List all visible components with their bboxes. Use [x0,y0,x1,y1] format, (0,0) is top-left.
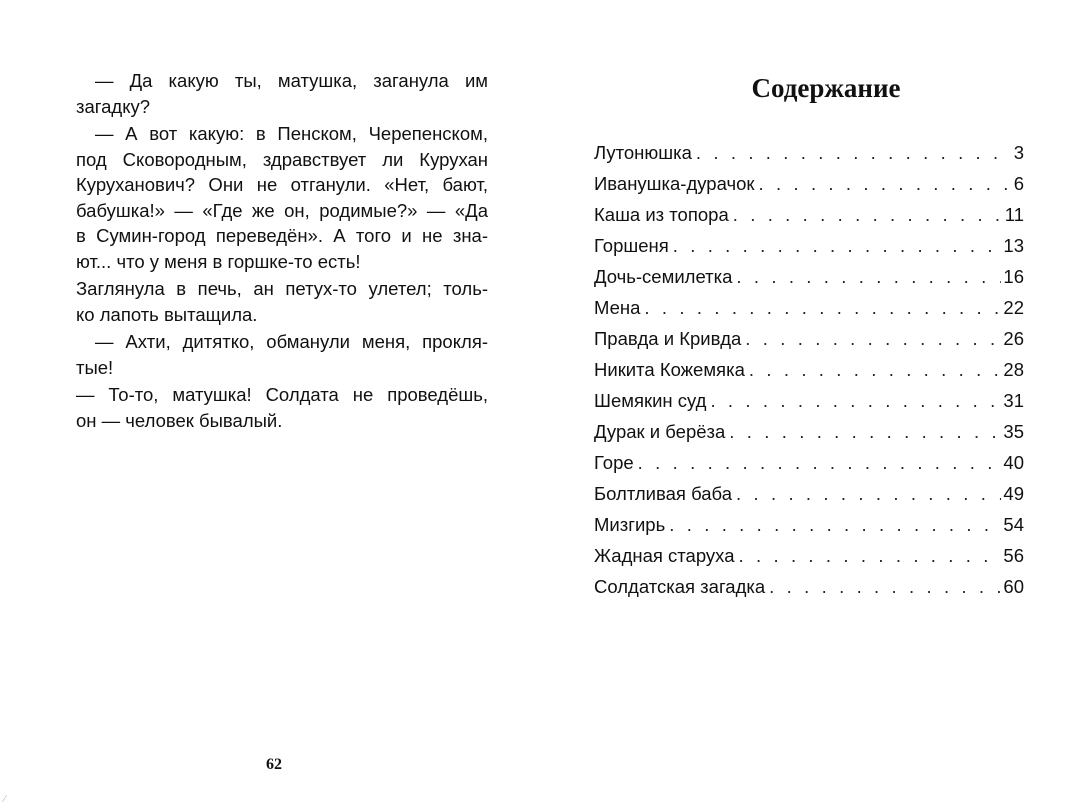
table-of-contents [594,68,1024,597]
toc-dot-leader [673,230,1002,261]
text-line: бабушка!» — «Где же он, родимые?» — «Да [76,199,488,221]
text-line: ко лапоть вытащила. [76,303,258,325]
toc-entry-page: 13 [1003,235,1024,256]
toc-entry [594,571,1024,602]
left-page-text [76,68,488,433]
text-line: он — человек бывалый. [76,409,283,431]
toc-entry-title: Мизгирь [594,514,666,535]
toc-entry-title: Шемякин суд [594,390,707,411]
toc-entry-title: Болтливая баба [594,483,733,504]
toc-entry [594,385,1024,416]
paragraph [76,121,488,274]
toc-entry-title: Горшеня [594,235,669,256]
text-line: Куруханович? Они не отганули. «Нет, бают, [76,174,488,195]
toc-entry-title: Правда и Кривда [594,328,742,349]
toc-entry-page: 60 [1003,576,1024,597]
toc-dot-leader [736,478,1001,509]
toc-entry [594,509,1024,540]
toc-entry-title: Солдатская загадка [594,576,766,597]
toc-entry-page: 40 [1003,452,1024,473]
toc-entry [594,137,1024,168]
text-line: Заглянула в печь, ан петух-то улетел; толь- [76,278,488,299]
toc-entry-page: 22 [1003,297,1024,318]
toc-dot-leader [644,292,1001,323]
toc-entry-page: 49 [1003,483,1024,504]
toc-entry [594,292,1024,323]
toc-entry-page: 54 [1003,514,1024,535]
toc-entry [594,261,1024,292]
toc-entry-title: Иванушка-дурачок [594,173,755,194]
toc-title: Содержание [751,73,901,103]
toc-entry-page: 6 [1013,173,1024,194]
toc-entry-page: 11 [1004,204,1024,225]
toc-entry-title: Дурак и берёза [594,421,726,442]
toc-entry [594,540,1024,571]
paragraph [76,329,488,380]
toc-entry [594,230,1024,261]
text-line: тые! [76,356,114,378]
toc-dot-leader [710,385,1001,416]
text-line: в Сумин-город переведён». А того и не зна- [76,225,488,246]
toc-entry-title: Лутонюшка [594,142,692,163]
toc-dot-leader [769,571,1001,602]
toc-entry-title: Жадная старуха [594,545,735,566]
paragraph [76,382,488,433]
toc-entry [594,416,1024,447]
toc-entry [594,447,1024,478]
toc-dot-leader [638,447,1002,478]
toc-entry [594,354,1024,385]
toc-entry-title: Каша из топора [594,204,729,225]
toc-dot-leader [669,509,1001,540]
toc-dot-leader [736,261,1001,292]
text-line: — Ахти, дитятко, обманули меня, прокля- [95,331,488,352]
text-line: — То-то, матушка! Солдата не проведёшь, [76,384,488,405]
text-line: — Да какую ты, матушка, заганула им [95,70,488,91]
text-line: ют... что у меня в горшке-то есть! [76,250,361,272]
toc-dot-leader [739,540,1002,571]
toc-entry-title: Горе [594,452,634,473]
toc-dot-leader [745,323,1001,354]
toc-entry-page: 35 [1003,421,1024,442]
toc-dot-leader [733,199,1003,230]
toc-entry-page: 26 [1003,328,1024,349]
toc-entry-page: 56 [1003,545,1024,566]
toc-entry-title: Никита Кожемяка [594,359,745,380]
toc-entry-page: 28 [1003,359,1024,380]
toc-dot-leader [729,416,1001,447]
toc-dot-leader [759,168,1012,199]
paragraph [76,68,488,119]
toc-dot-leader [696,137,1012,168]
toc-entry [594,323,1024,354]
paragraph [76,276,488,327]
text-line: под Сковородным, здравствует ли Курухан [76,148,488,170]
toc-entry-title: Мена [594,297,641,318]
text-line: — А вот какую: в Пенском, Черепенском, [95,123,488,144]
text-line: загадку? [76,95,151,117]
toc-entry [594,199,1024,230]
toc-entry-page: 31 [1003,390,1024,411]
toc-entry [594,478,1024,509]
toc-entry-title: Дочь-семилетка [594,266,733,287]
toc-entry-page: 16 [1003,266,1024,287]
scan-corner-mark: ⁄ [4,794,6,805]
toc-dot-leader [749,354,1002,385]
toc-entry-page: 3 [1013,142,1024,163]
toc-list [594,137,1024,602]
toc-entry [594,168,1024,199]
page-number: 62 [266,756,282,773]
